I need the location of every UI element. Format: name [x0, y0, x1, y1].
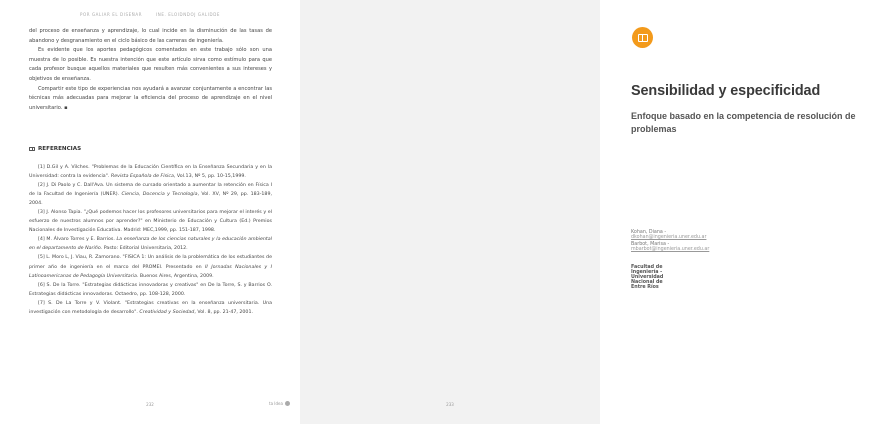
author-email-link[interactable]: mbarbot@ingenieria.uner.edu.ar — [631, 247, 710, 252]
article-body — [29, 27, 272, 113]
reference-item: [7] S. De La Torre y V. Violant. "Estrategias creativas en la enseñanza universitaria. Una investigación con metodología de desarrollo". Creatividad y Sociedad, Vol. 8, pp. 21-47, 2001. — [29, 300, 272, 315]
running-head — [0, 12, 300, 17]
body-paragraph: Es evidente que los aportes pedagógicos comentados en este trabajo sólo son una muestra de lo posible. Es nuestra intención que este artículo sirva como estímulo para que cada profesor busque aquellos materiales que resulten más convenientes a sus intereses y objetivos de enseñanza. — [29, 47, 272, 82]
section-badge — [632, 27, 653, 48]
circle-icon — [285, 401, 290, 406]
author-line — [631, 230, 706, 240]
author-email-link[interactable]: dkohan@ingenieria.uner.edu.ar — [631, 235, 707, 240]
book-icon — [638, 34, 648, 42]
edge-label: ta Idea — [269, 401, 283, 406]
body-paragraph: del proceso de enseñanza y aprendizaje, lo cual incide en la disminución de las tasas de abandono y desgranamiento en el ciclo básico de las carreras de ingeniería. — [29, 28, 272, 44]
author-line — [631, 242, 709, 252]
references-heading — [29, 146, 81, 152]
author-name: Kohan, Diana - — [631, 230, 667, 235]
article-subtitle: Enfoque basado en la competencia de resolución de problemas — [631, 111, 856, 134]
author-name: Barbot, Marisa - — [631, 242, 670, 247]
running-head-left: POR GALIAR EL DISEÑAR — [79, 12, 143, 17]
references-list — [29, 163, 272, 317]
page-number-right: 233 — [446, 402, 454, 407]
page-number-left: 232 — [146, 402, 154, 407]
body-paragraph: Compartir este tipo de experiencias nos ayudará a avanzar conjuntamente a encontrar las técnicas más adecuadas para mejorar la eficiencia del proceso de aprendizaje en el nivel universitario. ▪ — [29, 85, 272, 111]
edge-mark — [269, 401, 290, 406]
right-page — [300, 0, 856, 424]
affiliation: Facultad de Ingeniería - Universidad Nacional de Entre Ríos — [631, 265, 664, 290]
reference-item: [3] J. Alonso Tapia. "¿Qué podemos hacer los profesores universitarios para mejorar el interés y el esfuerzo de nuestros alumnos por aprender?" en Ministerio de Educación y Cultura (Ed.) Premios Nacionales de Investigación Educativa. Madrid: MEC,1999, pp. 151-187, 1998. — [29, 210, 272, 234]
article-title: Sensibilidad y especificidad — [631, 83, 821, 99]
reference-item: [1] D.Gil y A. Vilches. "Problemas de la Educación Científica en la Enseñanza Secundaria y en la Universidad: contra la evidencia". Revista Española de Física, Vol.13, Nº 5, pp. 10-15,1999. — [29, 165, 272, 180]
reference-item: [2] J. Di Paolo y C. Dall'Ava. Un sistema de cursado orientado a aumentar la retención en Física I de la Facultad de Ingeniería (UNER). Ciencia, Docencia y Tecnología, Vol. XV, Nº 29, pp. 183-189, 2004. — [29, 183, 272, 207]
reference-item: [5] L. Moro L, J. Viau, R. Zamorano. "FISICA 1: Un análisis de la problemática de los estudiantes de primer año de ingeniería en el marco del PROMEI. Presentado en II Jornadas Nacionales y I Latinoamericanas de Pedagogía Universitaria. Buenos Aires, Argentina, 2009. — [29, 255, 272, 279]
reference-item: [4] M. Álvaro Torres y E. Barrios. La enseñanza de los ciencias naturales y la educación ambiental en el departamento de Nariño. Pasto: Editorial Universitaria, 2012. — [29, 237, 272, 252]
running-head-right: INE. ELOIDNDOJ GALIDDE — [155, 12, 221, 17]
left-page — [0, 0, 300, 424]
book-icon — [29, 147, 35, 152]
references-heading-label: REFERENCIAS — [38, 146, 82, 152]
reference-item: [6] S. De la Torre. "Estrategias didácticas innovadoras y creativas" en De la Torre, S. y Barrios O. Estrategias didácticas innovadoras. Octaedro, pp. 108-128, 2000. — [29, 282, 272, 297]
